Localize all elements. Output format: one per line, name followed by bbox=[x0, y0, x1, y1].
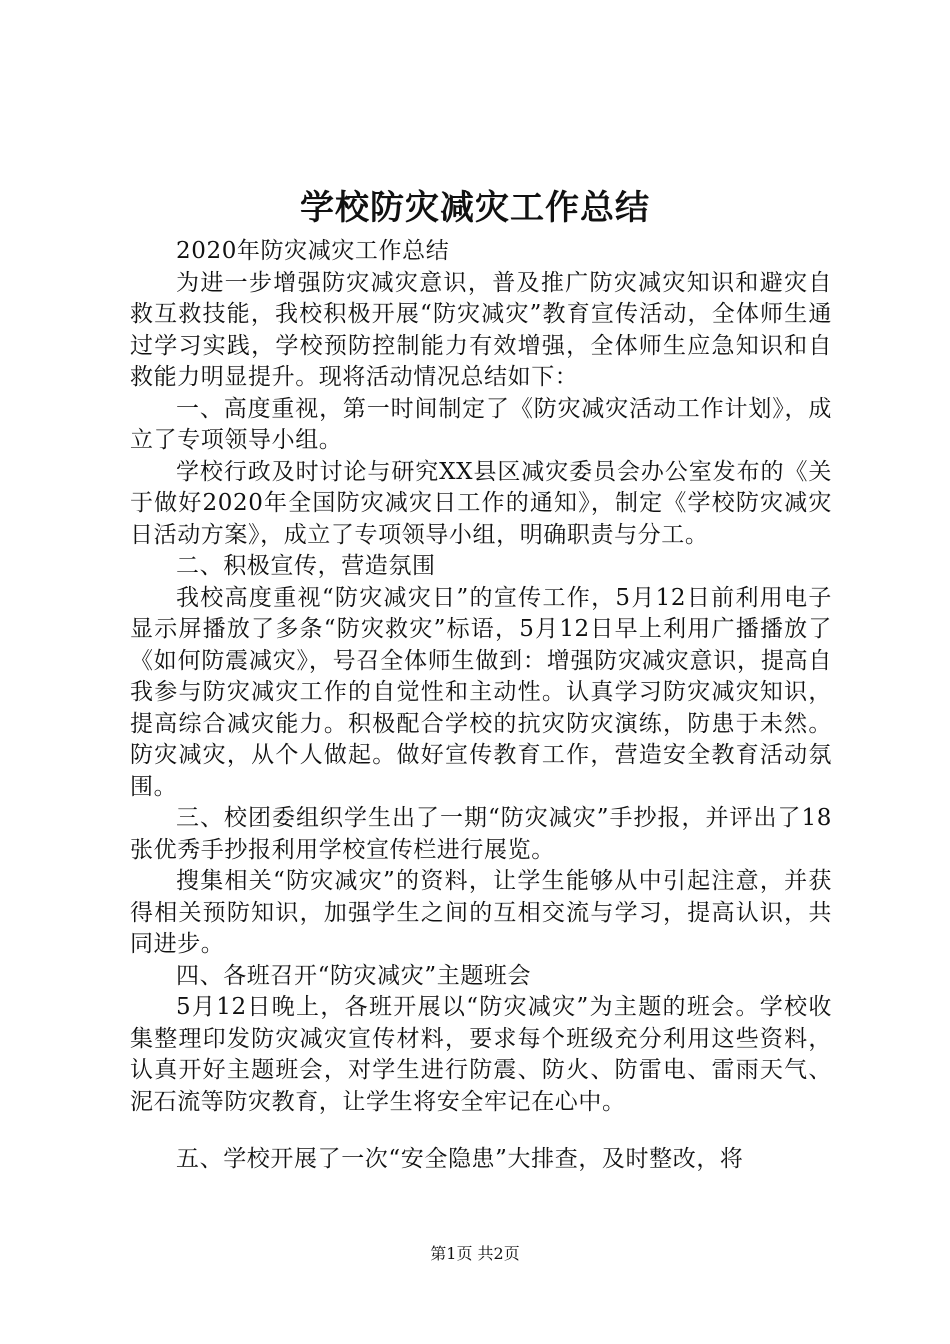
paragraph-heading-4: 四、各班召开“防灾减灾”主题班会 bbox=[176, 962, 532, 989]
paragraph-body-3: 搜集相关“防灾减灾”的资料，让学生能够从中引起注意，并获得相关预防知识，加强学生之间的互相交流与学习，提高认识，共同进步。 bbox=[130, 868, 832, 957]
document-title: 学校防灾减灾工作总结 bbox=[300, 188, 650, 228]
document-body bbox=[130, 236, 832, 1176]
paragraph-heading-3: 三、校团委组织学生出了一期“防灾减灾”手抄报，并评出了18张优秀手抄报利用学校宣传栏进行展览。 bbox=[130, 805, 832, 863]
paragraph-heading-2: 二、积极宣传，营造氛围 bbox=[176, 553, 436, 579]
paragraph-body-1: 学校行政及时讨论与研究XX县区减灾委员会办公室发布的《关于做好2020年全国防灾减灾日工作的通知》，制定《学校防灾减灾日活动方案》，成立了专项领导小组，明确职责与分工。 bbox=[130, 458, 832, 548]
paragraph-body-2: 我校高度重视“防灾减灾日”的宣传工作，5月12日前利用电子显示屏播放了多条“防灾救灾”标语，5月12日早上利用广播播放了《如何防震减灾》，号召全体师生做到：增强防灾减灾意识，提高自我参与防灾减灾工作的自觉性和主动性。认真学习防灾减灾知识，提高综合减灾能力。积极配合学校的抗灾防灾演练，防患于未然。防灾减灾，从个人做起。做好宣传教育工作，营造安全教育活动氛围。 bbox=[130, 584, 832, 800]
page-number: 第1页 共2页 bbox=[430, 1244, 520, 1263]
paragraph-heading-5: 五、学校开展了一次“安全隐患”大排查，及时整改，将 bbox=[176, 1146, 744, 1172]
paragraph-subtitle: 2020年防灾减灾工作总结 bbox=[176, 238, 450, 264]
paragraph-intro: 为进一步增强防灾减灾意识，普及推广防灾减灾知识和避灾自救互救技能，我校积极开展“防灾减灾”教育宣传活动，全体师生通过学习实践，学校预防控制能力有效增强，全体师生应急知识和自救能力明显提升。现将活动情况总结如下： bbox=[130, 269, 832, 390]
paragraph-body-4: 5月12日晚上，各班开展以“防灾减灾”为主题的班会。学校收集整理印发防灾减灾宣传材料，要求每个班级充分利用这些资料，认真开好主题班会，对学生进行防震、防火、防雷电、雷雨天气、泥石流等防灾教育，让学生将安全牢记在心中。 bbox=[130, 994, 832, 1115]
paragraph-heading-1: 一、高度重视，第一时间制定了《防灾减灾活动工作计划》，成立了专项领导小组。 bbox=[130, 395, 832, 453]
